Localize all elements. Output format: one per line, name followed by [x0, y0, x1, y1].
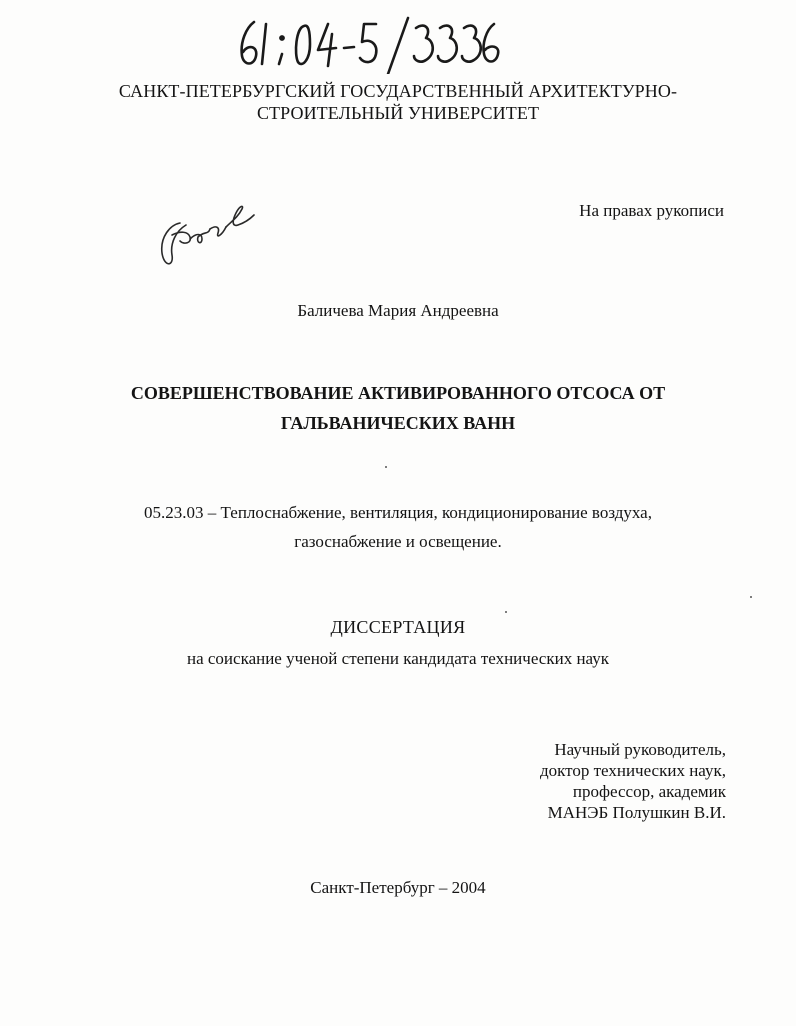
scan-speck [750, 596, 752, 598]
scan-speck [505, 611, 507, 613]
scan-speck [385, 466, 387, 468]
rights-note: На правах рукописи [579, 201, 724, 220]
specialty-line-2: газоснабжение и освещение. [294, 532, 502, 551]
degree-statement: на соискание ученой степени кандидата технических наук [186, 649, 609, 668]
supervisor-line-2: доктор технических наук, [539, 761, 726, 780]
supervisor-line-1: Научный руководитель, [554, 740, 726, 759]
supervisor-line-3: профессор, академик [572, 782, 726, 801]
title-line-2: ГАЛЬВАНИЧЕСКИХ ВАНН [280, 413, 516, 433]
handwritten-archive-number [232, 14, 502, 74]
specialty-line-1: 05.23.03 – Теплоснабжение, вентиляция, кондиционирование воздуха, [144, 503, 652, 522]
title-line-1: СОВЕРШЕНСТВОВАНИЕ АКТИВИРОВАННОГО ОТСОСА ОТ [130, 383, 666, 403]
author-name: Баличева Мария Андреевна [297, 301, 499, 320]
handwritten-signature [150, 195, 260, 275]
university-line-2: СТРОИТЕЛЬНЫЙ УНИВЕРСИТЕТ [256, 103, 540, 123]
city-and-year: Санкт-Петербург – 2004 [310, 878, 486, 897]
university-name [0, 80, 796, 124]
supervisor-line-4: МАНЭБ Полушкин В.И. [547, 803, 726, 822]
supervisor-block [486, 739, 726, 823]
university-line-1: САНКТ-ПЕТЕРБУРГСКИЙ ГОСУДАРСТВЕННЫЙ АРХИТЕКТУРНО- [118, 81, 678, 101]
document-type: ДИССЕРТАЦИЯ [330, 617, 466, 637]
specialty-code [0, 498, 796, 556]
dissertation-title [0, 378, 796, 438]
